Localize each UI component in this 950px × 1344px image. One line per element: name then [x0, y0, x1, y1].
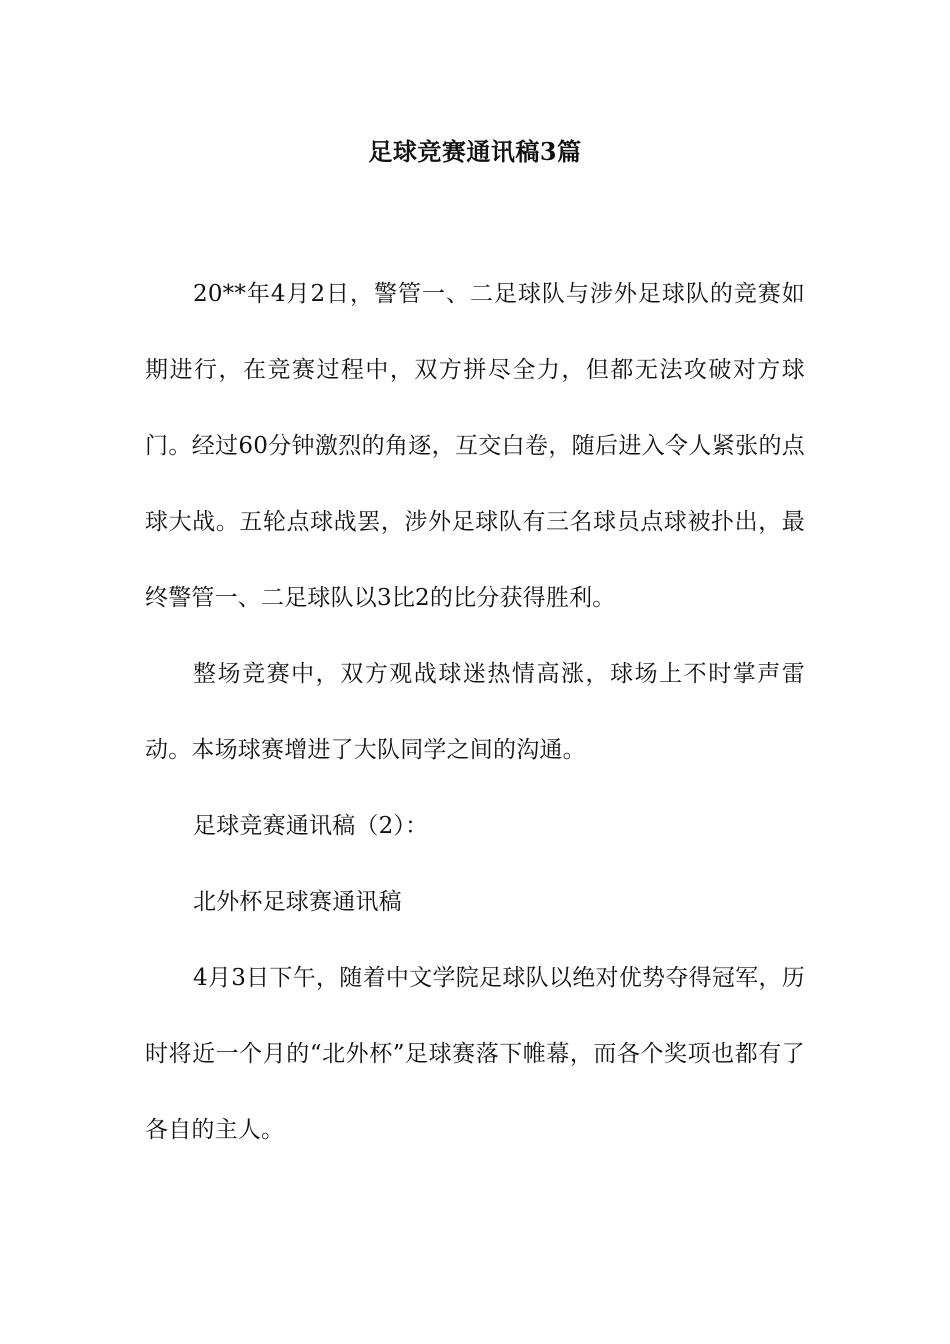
paragraph-subtitle: 北外杯足球赛通讯稿: [193, 889, 402, 915]
paragraph-section-heading: 足球竞赛通讯稿（2）：: [193, 813, 429, 839]
paragraph-atmosphere: 整场竞赛中，双方观战球迷热情高涨，球场上不时掌声雷动。本场球赛增进了大队同学之间的沟通。: [145, 661, 805, 763]
document-body: [145, 256, 805, 1168]
paragraph-match-report: 20**年4月2日，警管一、二足球队与涉外足球队的竞赛如期进行，在竞赛过程中，双方拼尽全力，但都无法攻破对方球门。经过60分钟激烈的角逐，互交白卷，随后进入令人紧张的点球大战。五轮点球战罢，涉外足球队有三名球员点球被扑出，最终警管一、二足球队以3比2的比分获得胜利。: [145, 281, 805, 611]
paragraph-cup-report: 4月3日下午，随着中文学院足球队以绝对优势夺得冠军，历时将近一个月的“北外杯”足球赛落下帷幕，而各个奖项也都有了各自的主人。: [145, 965, 805, 1143]
page-title: 足球竞赛通讯稿3篇: [368, 137, 582, 166]
